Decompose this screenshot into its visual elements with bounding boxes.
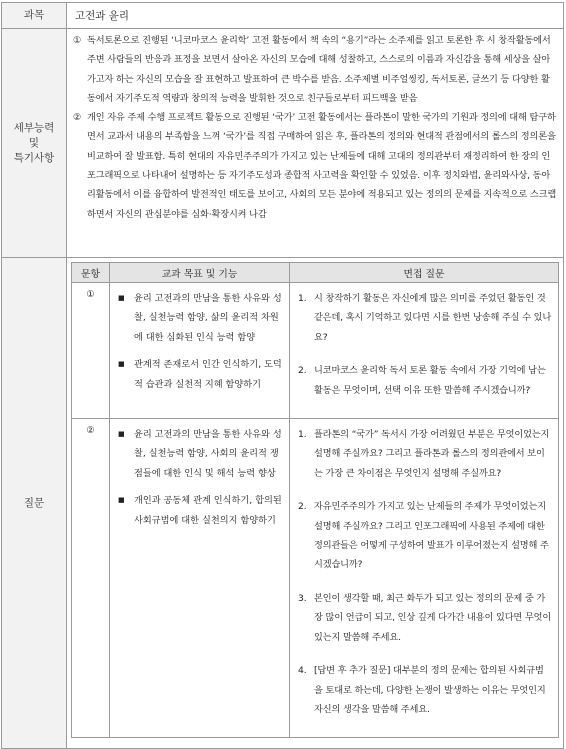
goal-text: 개인과 공동체 관계 인식하기, 합의된 사회규범에 대한 실천의지 함양하기 bbox=[134, 495, 282, 526]
list-item bbox=[118, 289, 285, 347]
goal-text: 관계적 존재로서 인간 인식하기, 도덕적 습관과 실천적 지혜 함양하기 bbox=[134, 359, 282, 390]
header-goals: 교과 목표 및 기능 bbox=[110, 263, 290, 283]
interview-cell bbox=[290, 419, 559, 738]
record-table bbox=[1, 2, 564, 749]
detail-text: 독서토론으로 진행된 ‘니코마코스 윤리학’ 고전 활동에서 책 속의 “용기”라는 소주제를 읽고 토론한 후 시 창작활동에서 주변 사람들의 반응과 표정을 보면서 살아온 자신의 모습에 대해 성찰하고, 스스로의 이름과 자신감을 통해 세상을 살아가고자 하는 자신의 모습을 잘 표현하고 발표하여 큰 박수를 받음. 소주제별 비주얼씽킹, 독서토론, 글쓰기 등 다양한 활동에서 자기주도적 역량과 창의적 능력을 발휘한 것으로 친구들로부터 피드백을 받음 bbox=[87, 35, 551, 104]
list-item bbox=[118, 355, 285, 394]
goal-text: 윤리 고전과의 만남을 통한 사유와 성찰, 실천능력 함양, 사회의 윤리적 쟁점들에 대한 인식 및 해석 능력 향상 bbox=[134, 429, 282, 479]
details-label-line: 세부능력 bbox=[13, 121, 55, 134]
details-label-line: 특기사항 bbox=[13, 151, 55, 164]
goals-cell bbox=[110, 419, 290, 738]
questions-label: 질문 bbox=[2, 258, 67, 749]
list-item bbox=[298, 361, 552, 400]
goal-text: 윤리 고전과의 만남을 통한 사유와 성찰, 실천능력 함양, 삶의 윤리적 차원에 대한 심화된 인식 능력 함양 bbox=[134, 293, 282, 343]
header-interview: 면접 질문 bbox=[290, 263, 559, 283]
unit-number: ② bbox=[72, 419, 110, 738]
list-item bbox=[298, 425, 552, 483]
table-row bbox=[72, 283, 559, 419]
question-number: 2. bbox=[298, 365, 307, 377]
question-text: [답변 후 추가 질문] 대부분의 정의 문제는 합의된 사회규범을 토대로 하는데, 다양한 논쟁이 발생하는 이유는 무엇인지 자신의 생각을 말씀해 주세요. bbox=[314, 665, 546, 715]
question-text: 플라톤의 “국가” 독서시 가장 어려웠던 부분은 무엇이었는지 설명해 주실까요? 그리고 플라톤과 롤스의 정의관에서 보이는 가장 큰 차이점은 무엇인지 설명해 주실까요? bbox=[314, 429, 550, 479]
subject-label: 과목 bbox=[2, 3, 67, 29]
unit-number: ① bbox=[72, 283, 110, 419]
list-item bbox=[118, 491, 285, 530]
header-unit: 문항 bbox=[72, 263, 110, 283]
question-number: 3. bbox=[298, 592, 307, 604]
questions-content bbox=[67, 258, 564, 749]
list-item bbox=[298, 589, 552, 647]
question-number: 1. bbox=[298, 429, 307, 441]
question-text: 시 창작하기 활동은 자신에게 많은 의미를 주었던 활동인 것 같은데, 혹시 기억하고 있다면 시를 한번 낭송해 주실 수 있나요? bbox=[314, 293, 552, 343]
square-bullet-icon: ■ bbox=[118, 496, 125, 505]
list-item bbox=[298, 497, 552, 575]
square-bullet-icon: ■ bbox=[118, 360, 125, 369]
question-text: 본인이 생각할 때, 최근 화두가 되고 있는 정의의 문제 중 가장 많이 언급이 되고, 인상 깊게 다가간 내용이 있다면 무엇이 있는지 말씀해 주세요. bbox=[314, 592, 552, 643]
question-number: 4. bbox=[298, 665, 307, 677]
detail-number: ① bbox=[73, 35, 82, 46]
table-row bbox=[72, 419, 559, 738]
interview-cell bbox=[290, 283, 559, 419]
detail-paragraph bbox=[73, 108, 557, 224]
detail-text: 개인 자유 주제 수행 프로젝트 활동으로 진행된 ‘국가’ 고전 활동에서는 플라톤이 말한 국가의 기원과 정의에 대해 탐구하면서 교과서 내용의 부족함을 느껴 ‘국가’를 직접 구매하여 읽은 후, 플라톤의 정의와 현대적 관점에서의 롤스의 정의론을 비교하여 잘 발표함. 특히 현대의 자유민주주의가 가지고 있는 난제들에 대해 고대의 정의관부터 재정리하여 한 장의 인포그래픽으로 나타내어 설명하는 등 자기주도성과 종합적 사고력을 확인할 수 있었음. 이후 정치와법, 윤리와사상, 동아리활동에서 이를 융합하여 발전적인 태도를 보이고, 사회의 모든 분야에 적용되고 있는 정의의 문제를 지속적으로 스크랩하면서 자신의 관심분야를 심화·확장시켜 나감 bbox=[87, 112, 557, 220]
details-content bbox=[67, 29, 564, 258]
list-item bbox=[298, 661, 552, 719]
subject-value: 고전과 윤리 bbox=[67, 3, 564, 29]
interview-table bbox=[71, 262, 559, 738]
question-number: 2. bbox=[298, 501, 307, 513]
detail-number: ② bbox=[73, 112, 82, 124]
details-label-line: 및 bbox=[28, 136, 40, 149]
question-text: 니코마코스 윤리학 독서 토론 활동 속에서 가장 기억에 남는 활동은 무엇이며, 선택 이유 또한 말씀해 주시겠습니까? bbox=[314, 365, 546, 396]
list-item bbox=[118, 425, 285, 483]
list-item bbox=[298, 289, 552, 347]
details-label bbox=[2, 29, 67, 258]
question-text: 자유민주주의가 가지고 있는 난제들의 주제가 무엇이었는지 설명해 주실까요? 그리고 인포그래픽에 사용된 주제에 대한 정의관들은 어떻게 구성하여 발표가 이루어졌는지 설명해 주시겠습니까? bbox=[314, 501, 549, 571]
square-bullet-icon: ■ bbox=[118, 430, 125, 439]
detail-paragraph bbox=[73, 31, 557, 108]
goals-cell bbox=[110, 283, 290, 419]
question-number: 1. bbox=[298, 293, 307, 304]
square-bullet-icon: ■ bbox=[118, 294, 125, 302]
